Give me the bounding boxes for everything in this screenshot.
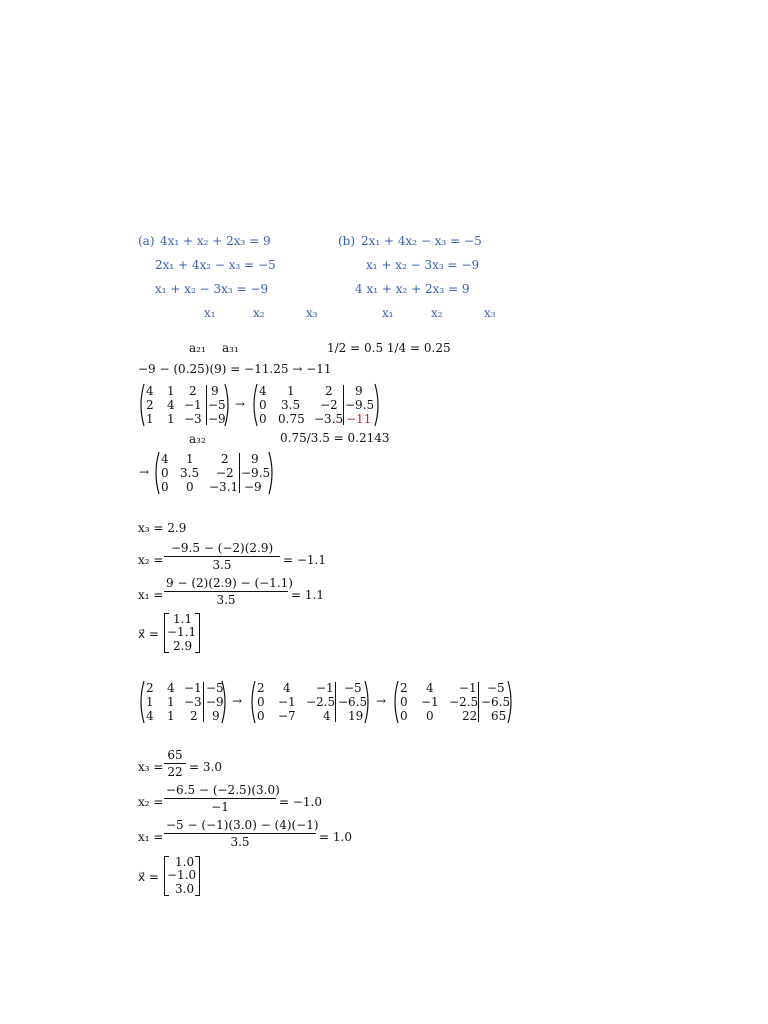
- arrow: →: [232, 694, 243, 708]
- matrix-cell: 4: [283, 681, 291, 695]
- matrix-cell: 1: [167, 384, 175, 398]
- label-a21: a₂₁: [189, 341, 206, 355]
- matrix-cell: 4: [259, 384, 267, 398]
- fraction-numerator: −5 − (−1)(3.0) − (4)(−1): [166, 818, 319, 832]
- fraction-denominator: 22: [167, 765, 183, 779]
- matrix-cell: 0: [259, 412, 267, 426]
- solution-b-x1-rhs: = 1.0: [319, 830, 352, 844]
- matrix-cell: 2: [400, 681, 408, 695]
- solution-a-vector-lhs: x⃗ =: [138, 627, 159, 641]
- matrix-cell: −9: [208, 412, 226, 426]
- matrix-cell: 1: [186, 452, 194, 466]
- vector-entry: 2.9: [173, 639, 193, 653]
- matrix-cell: −5: [208, 398, 226, 412]
- solution-a-x1-fraction: [164, 576, 293, 607]
- vector-entry: 3.0: [175, 882, 195, 896]
- problem-b-label: (b): [338, 234, 356, 248]
- solution-a-x1-lhs: x₁ =: [138, 588, 164, 602]
- matrix-cell: 2: [325, 384, 333, 398]
- matrix-cell: −3: [184, 412, 202, 426]
- right-paren-icon: [507, 680, 515, 724]
- matrix-cell: 0: [161, 480, 169, 494]
- matrix-b0: [137, 680, 229, 724]
- matrix-cell: 2: [146, 681, 154, 695]
- vector-entry: −1.1: [167, 625, 197, 639]
- left-paren-icon: [152, 451, 160, 495]
- matrix-cell-highlighted: −11: [346, 412, 372, 426]
- matrix-cell: 0.75: [278, 412, 305, 426]
- fraction-numerator: 9 − (2)(2.9) − (−1.1): [166, 576, 293, 590]
- matrix-cell: −2.5: [306, 695, 336, 709]
- left-paren-icon: [137, 383, 145, 427]
- matrix-cell: −1: [459, 681, 477, 695]
- solution-b-x1-lhs: x₁ =: [138, 830, 164, 844]
- fraction-numerator: 65: [164, 748, 186, 764]
- matrix-cell: 3.5: [281, 398, 301, 412]
- augment-bar: [206, 385, 207, 425]
- matrix-cell: −3.5: [314, 412, 344, 426]
- label-a32: a₃₂: [189, 432, 206, 446]
- problem-b-var-x3: x₃: [484, 306, 496, 320]
- matrix-cell: −3.1: [209, 480, 239, 494]
- fraction-numerator: −6.5 − (−2.5)(3.0): [166, 783, 280, 797]
- matrix-cell: −1: [278, 695, 296, 709]
- vector-entry: 1.0: [175, 855, 195, 869]
- matrix-cell: 9: [251, 452, 259, 466]
- solution-b-x3-lhs: x₃ =: [138, 760, 164, 774]
- left-paren-icon: [391, 680, 399, 724]
- matrix-cell: 2: [189, 384, 197, 398]
- augment-bar: [239, 453, 240, 493]
- matrix-cell: 1: [287, 384, 295, 398]
- matrix-cell: 9: [211, 384, 219, 398]
- matrix-cell: 4: [167, 681, 175, 695]
- problem-b-eq3: 4 x₁ + x₂ + 2x₃ = 9: [355, 282, 470, 296]
- augment-bar: [343, 385, 344, 425]
- step2-ratio: 0.75/3.5 = 0.2143: [280, 431, 390, 445]
- matrix-a2: [152, 451, 276, 495]
- left-paren-icon: [250, 383, 258, 427]
- problem-b-var-x1: x₁: [382, 306, 394, 320]
- matrix-cell: 0: [257, 709, 265, 723]
- solution-b-x2-fraction: [164, 783, 280, 814]
- right-paren-icon: [374, 383, 382, 427]
- matrix-cell: 4: [323, 709, 331, 723]
- problem-a-eq1: 4x₁ + x₂ + 2x₃ = 9: [160, 234, 271, 248]
- problem-a-eq2: 2x₁ + 4x₂ − x₃ = −5: [155, 258, 276, 272]
- vector-entry: 1.1: [173, 612, 193, 626]
- solution-b-x2-lhs: x₂ =: [138, 795, 164, 809]
- step1-calc: −9 − (0.25)(9) = −11.25 → −11: [138, 362, 332, 376]
- matrix-cell: −1: [184, 681, 202, 695]
- vector-bracket: [164, 856, 200, 896]
- solution-b-vector-lhs: x⃗ =: [138, 870, 159, 884]
- vector-entry: −1.0: [167, 868, 197, 882]
- problem-a-var-x2: x₂: [253, 306, 265, 320]
- matrix-cell: −9.5: [241, 466, 271, 480]
- problem-a-eq3: x₁ + x₂ − 3x₃ = −9: [155, 282, 269, 296]
- matrix-cell: 0: [257, 695, 265, 709]
- problem-b-eq2: x₁ + x₂ − 3x₃ = −9: [366, 258, 480, 272]
- matrix-cell: 0: [161, 466, 169, 480]
- solution-b-x3-fraction: [164, 748, 186, 779]
- matrix-cell: 1: [167, 412, 175, 426]
- matrix-cell: −1: [421, 695, 439, 709]
- matrix-cell: −1: [316, 681, 334, 695]
- matrix-cell: −9: [206, 695, 224, 709]
- matrix-cell: 4: [146, 384, 154, 398]
- matrix-cell: 22: [462, 709, 478, 723]
- fraction-denominator: −1: [211, 800, 229, 814]
- matrix-cell: 3.5: [180, 466, 200, 480]
- solution-b-x2-rhs: = −1.0: [279, 795, 323, 809]
- matrix-cell: 4: [161, 452, 169, 466]
- right-paren-icon: [224, 383, 232, 427]
- solution-a-x3: x₃ = 2.9: [138, 521, 187, 535]
- matrix-cell: −7: [278, 709, 296, 723]
- left-paren-icon: [248, 680, 256, 724]
- matrix-cell: 0: [400, 695, 408, 709]
- fraction-denominator: 3.5: [216, 593, 236, 607]
- matrix-cell: 19: [348, 709, 364, 723]
- matrix-cell: 2: [257, 681, 265, 695]
- label-a31: a₃₁: [222, 341, 239, 355]
- matrix-cell: −6.5: [481, 695, 511, 709]
- vector-bracket: [164, 613, 200, 653]
- arrow: →: [376, 694, 387, 708]
- matrix-cell: 4: [146, 709, 154, 723]
- matrix-cell: −2.5: [449, 695, 479, 709]
- fraction-denominator: 3.5: [212, 558, 232, 572]
- matrix-cell: 2: [146, 398, 154, 412]
- matrix-cell: 65: [491, 709, 507, 723]
- augment-bar: [478, 682, 479, 722]
- matrix-cell: 2: [221, 452, 229, 466]
- problem-b-var-x2: x₂: [431, 306, 443, 320]
- arrow: →: [235, 397, 246, 411]
- matrix-cell: 1: [167, 695, 175, 709]
- matrix-cell: 1: [146, 412, 154, 426]
- matrix-cell: 0: [259, 398, 267, 412]
- solution-a-x2-fraction: [164, 541, 280, 572]
- left-paren-icon: [137, 680, 145, 724]
- problem-b-eq1: 2x₁ + 4x₂ − x₃ = −5: [361, 234, 482, 248]
- problem-a-label: (a): [138, 234, 155, 248]
- matrix-cell: −6.5: [338, 695, 368, 709]
- matrix-cell: 9: [355, 384, 363, 398]
- matrix-cell: −5: [206, 681, 224, 695]
- solution-a-x1-rhs: = 1.1: [291, 588, 324, 602]
- matrix-cell: −5: [344, 681, 362, 695]
- matrix-cell: 4: [426, 681, 434, 695]
- matrix-cell: 0: [400, 709, 408, 723]
- problem-a-var-x3: x₃: [306, 306, 318, 320]
- right-paren-icon: [364, 680, 372, 724]
- problem-a-var-x1: x₁: [204, 306, 216, 320]
- augment-bar: [335, 682, 336, 722]
- fraction-denominator: 3.5: [230, 835, 250, 849]
- solution-b-x3-rhs: = 3.0: [189, 760, 222, 774]
- solution-b-x1-fraction: [164, 818, 319, 849]
- matrix-cell: 0: [426, 709, 434, 723]
- matrix-cell: −2: [320, 398, 338, 412]
- fraction-numerator: −9.5 − (−2)(2.9): [164, 541, 280, 557]
- right-paren-icon: [268, 451, 276, 495]
- augment-bar: [203, 682, 204, 722]
- matrix-cell: 1: [167, 709, 175, 723]
- matrix-cell: 0: [186, 480, 194, 494]
- matrix-cell: −5: [487, 681, 505, 695]
- matrix-cell: 4: [167, 398, 175, 412]
- matrix-cell: −1: [184, 398, 202, 412]
- step1-ratios: 1/2 = 0.5 1/4 = 0.25: [327, 341, 451, 355]
- solution-a-x2-rhs: = −1.1: [283, 553, 327, 567]
- matrix-a0: [137, 383, 232, 427]
- matrix-b1: [248, 680, 372, 724]
- solution-a-x2-lhs: x₂ =: [138, 553, 164, 567]
- matrix-cell: −9.5: [345, 398, 375, 412]
- matrix-cell: −2: [216, 466, 234, 480]
- arrow: →: [139, 465, 150, 479]
- matrix-cell: 1: [146, 695, 154, 709]
- matrix-b2: [391, 680, 515, 724]
- matrix-cell: 9: [212, 709, 220, 723]
- matrix-cell: 2: [190, 709, 198, 723]
- matrix-cell: −9: [244, 480, 262, 494]
- right-paren-icon: [221, 680, 229, 724]
- matrix-cell: −3: [184, 695, 202, 709]
- matrix-a1: [250, 383, 382, 427]
